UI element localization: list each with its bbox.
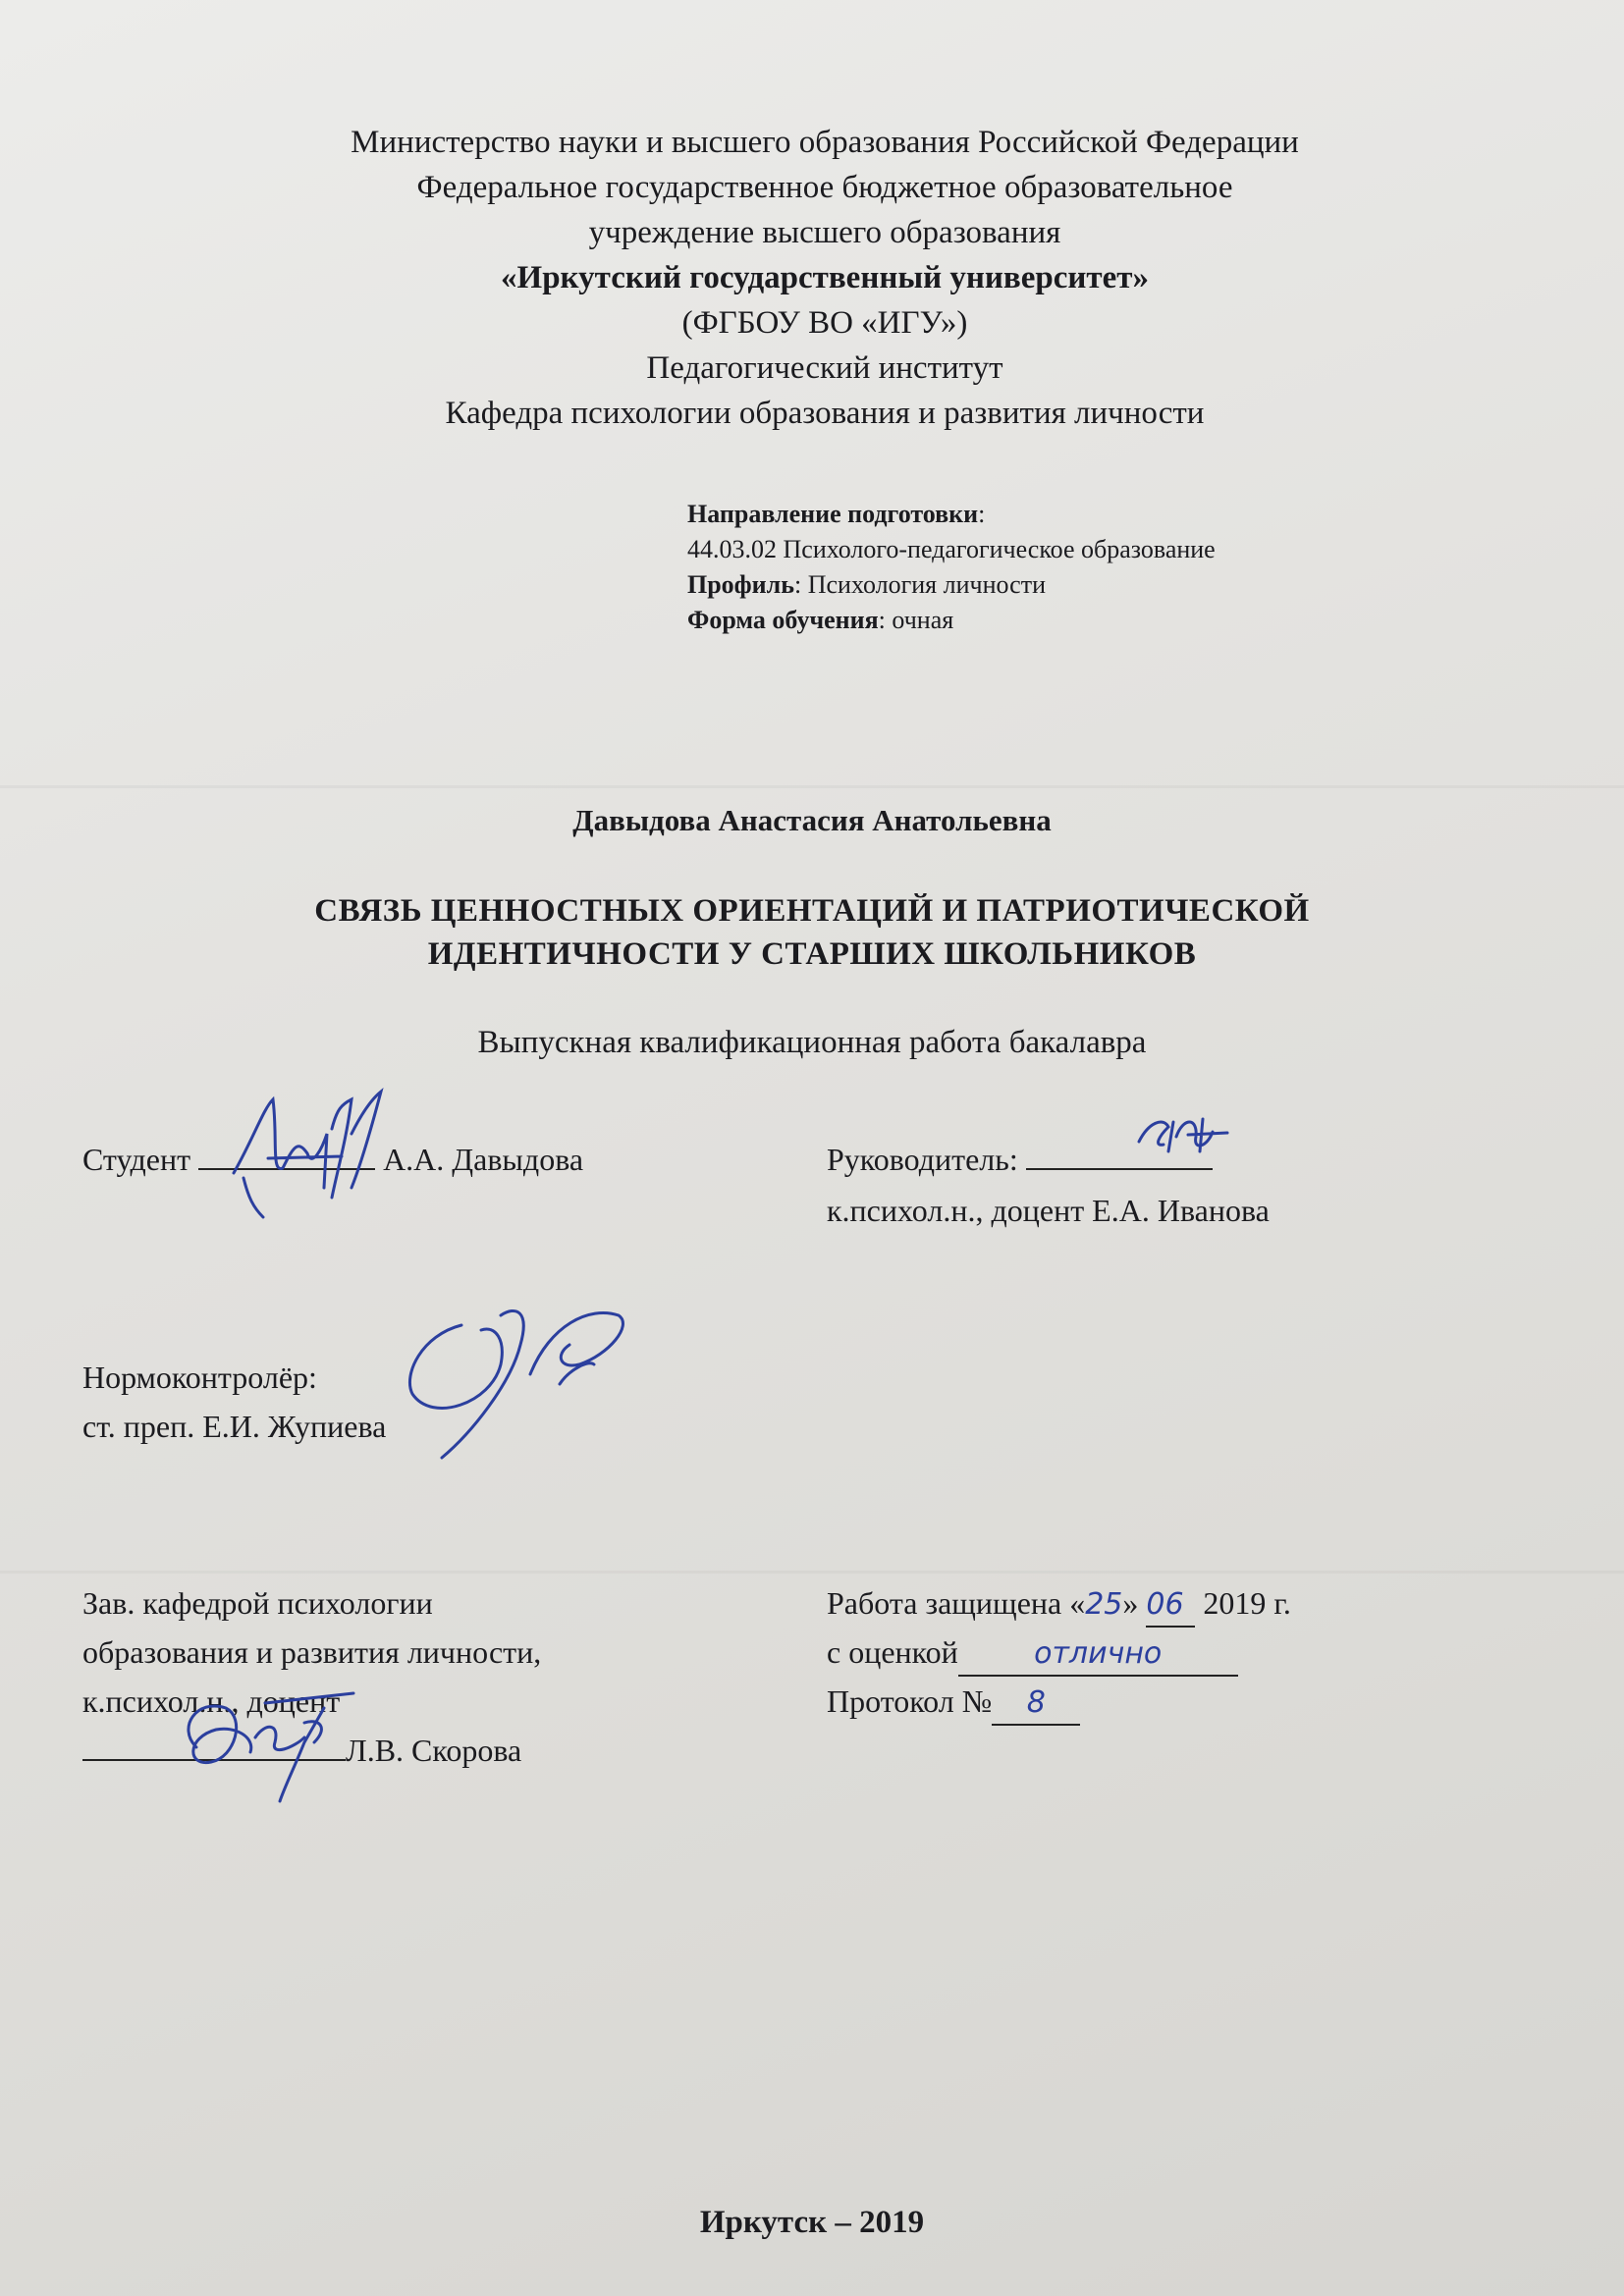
head-name: Л.В. Скорова [346, 1733, 522, 1768]
defense-mid: » [1122, 1585, 1147, 1621]
city-year: Иркутск – 2019 [699, 2205, 925, 2240]
protocol-number: 8 [1026, 1685, 1046, 1720]
grade-line [827, 1631, 1238, 1677]
defense-prefix: Работа защищена « [827, 1585, 1086, 1621]
institution-header [137, 120, 1512, 436]
university-abbr: (ФГБОУ ВО «ИГУ») [681, 305, 968, 341]
defense-year: 2019 г. [1203, 1585, 1291, 1621]
defense-day: 25 [1085, 1587, 1123, 1622]
author-name: Давыдова Анастасия Анатольевна [572, 803, 1052, 837]
thesis-title [0, 889, 1624, 976]
ministry-line: Министерство науки и высшего образования Российской Федерации [351, 125, 1299, 160]
supervisor-signature-icon [1129, 1107, 1237, 1166]
paper-fold [0, 1571, 1624, 1574]
direction-label: Направление подготовки [687, 500, 979, 528]
grade-label: с оценкой [827, 1634, 958, 1670]
grade-value: отлично [1034, 1636, 1163, 1671]
head-title-line: к.психол.н., доцент [82, 1683, 341, 1719]
defense-line [827, 1582, 1291, 1628]
thesis-title-line: ИДЕНТИЧНОСТИ У СТАРШИХ ШКОЛЬНИКОВ [427, 936, 1197, 972]
grade-underline [958, 1631, 1238, 1677]
form-label: Форма обучения [687, 606, 879, 634]
institution-type-line-2: учреждение высшего образования [588, 215, 1061, 250]
head-signature-icon [157, 1669, 373, 1806]
protocol-line [827, 1681, 1080, 1726]
student-label: Студент [82, 1142, 191, 1177]
supervisor-position: к.психол.н., доцент Е.А. Иванова [827, 1193, 1270, 1228]
head-title-line: Зав. кафедрой психологии [82, 1585, 433, 1621]
head-title-line: образования и развития личности, [82, 1634, 542, 1670]
normcontrol-signature-icon [383, 1286, 648, 1472]
student-name: А.А. Давыдова [383, 1142, 584, 1177]
department-name: Кафедра психологии образования и развития личности [445, 396, 1205, 431]
profile-value: Психология личности [807, 570, 1046, 599]
institute-name: Педагогический институт [646, 350, 1003, 386]
protocol-underline [992, 1681, 1080, 1726]
form-value: очная [892, 606, 954, 634]
direction-value: 44.03.02 Психолого-педагогическое образование [687, 535, 1216, 563]
normcontrol-label: Нормоконтролёр: [82, 1360, 317, 1395]
month-underline [1146, 1582, 1195, 1628]
institution-type-line: Федеральное государственное бюджетное образовательное [416, 170, 1233, 205]
protocol-label: Протокол № [827, 1683, 993, 1719]
normcontrol-position: ст. преп. Е.И. Жупиева [82, 1409, 387, 1444]
profile-label: Профиль [687, 570, 794, 599]
study-details: Направление подготовки: 44.03.02 Психолого-педагогическое образование Профиль: Психология личности Форма обучения: очная [687, 500, 1216, 634]
student-signature-icon [214, 1080, 430, 1227]
defense-month: 06 [1146, 1587, 1184, 1622]
university-name: «Иркутский государственный университет» [501, 260, 1149, 295]
supervisor-label: Руководитель: [827, 1142, 1018, 1177]
thesis-title-line: СВЯЗЬ ЦЕННОСТНЫХ ОРИЕНТАЦИЙ И ПАТРИОТИЧЕСКОЙ [314, 893, 1310, 929]
work-type: Выпускная квалификационная работа бакалавра [477, 1025, 1147, 1060]
paper-fold [0, 785, 1624, 788]
